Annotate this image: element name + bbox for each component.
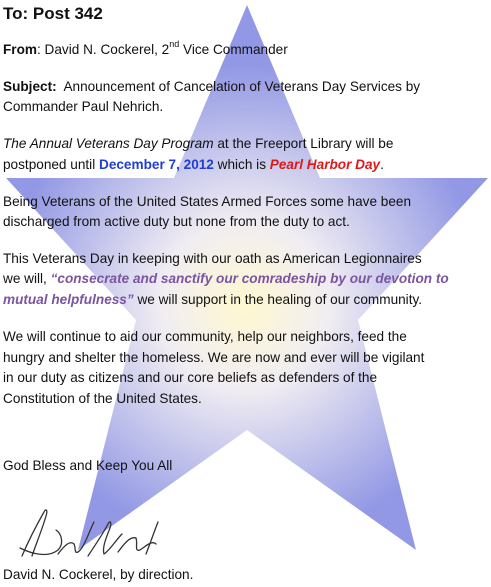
from-role: Vice Commander [179, 42, 288, 57]
aid-line-3: in our duty as citizens and our core beliefs as defenders of the [3, 370, 378, 385]
program-line-2 [3, 157, 384, 173]
signoff-line: David N. Cockerel, by direction. [3, 567, 194, 582]
pearl-harbor-day: Pearl Harbor Day [269, 157, 381, 172]
new-date: December 7, 2012 [99, 157, 214, 172]
oath-line-2 [3, 271, 449, 287]
subject-text-1: Announcement of Cancelation of Veterans Day Services by [63, 79, 421, 94]
veterans-line-2: discharged from active duty but none from the duty to act. [3, 214, 350, 229]
legion-quote-2: mutual helpfulness” [3, 292, 134, 307]
oath-line-1: This Veterans Day in keeping with our oath as American Legionnaires [3, 251, 422, 266]
program-location: at the Freeport Library will be [213, 136, 394, 151]
we-will-text: we will, [3, 271, 51, 286]
ordinal-suffix: nd [169, 39, 180, 50]
program-line-1 [3, 136, 393, 152]
aid-line-2: hungry and shelter the homeless. We are now and ever will be vigilant [3, 350, 425, 365]
handwritten-signature [18, 504, 168, 566]
from-label: From [3, 42, 37, 57]
aid-line-1: We will continue to aid our community, help our neighbors, feed the [3, 329, 407, 344]
period: . [380, 157, 384, 172]
subject-line-1 [3, 79, 420, 95]
aid-line-4: Constitution of the United States. [3, 391, 202, 406]
subject-line-2: Commander Paul Nehrich. [3, 99, 164, 114]
legion-quote-1: “consecrate and sanctify our comradeship by our devotion to [50, 271, 449, 286]
subject-label: Subject: [3, 79, 57, 94]
oath-line-3 [3, 292, 422, 308]
healing-text: we will support in the healing of our community. [133, 292, 423, 307]
program-name: The Annual Veterans Day Program [3, 136, 214, 151]
from-line: From: David N. Cockerel, 2nd Vice Commander [3, 39, 288, 57]
postponed-text: postponed until [3, 157, 99, 172]
from-name: David N. Cockerel, 2 [44, 42, 170, 57]
veterans-line-1: Being Veterans of the United States Armed Forces some have been [3, 194, 412, 209]
which-is-text: which is [213, 157, 270, 172]
closing-blessing: God Bless and Keep You All [3, 458, 173, 473]
recipient-heading: To: Post 342 [3, 4, 103, 23]
